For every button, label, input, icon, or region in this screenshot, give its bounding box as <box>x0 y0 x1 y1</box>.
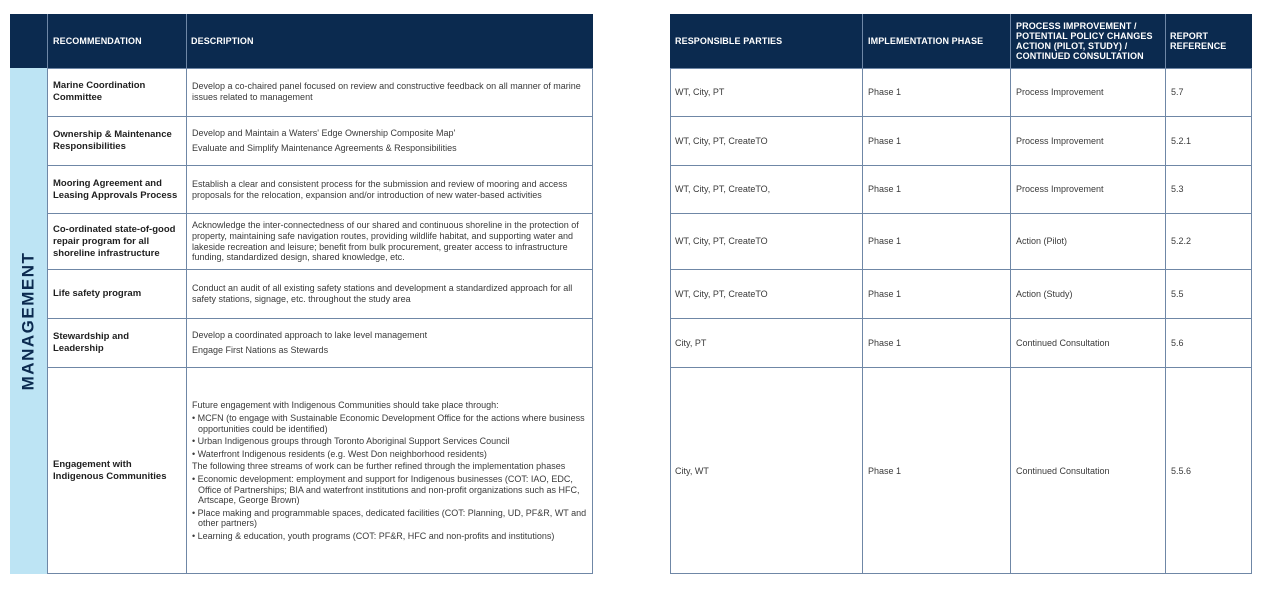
report-reference-cell: 5.5.6 <box>1171 465 1192 476</box>
description-cell: Develop and Maintain a Waters' Edge Ownership Composite Map' Evaluate and Simplify Maintenance Agreements & Responsibilities <box>192 128 457 153</box>
left-table-header <box>10 14 593 68</box>
action-type-cell: Process Improvement <box>1016 86 1104 97</box>
report-reference-cell: 5.3 <box>1171 184 1184 194</box>
recommendation-cell: Engagement with Indigenous Communities <box>53 459 167 482</box>
header-responsible-parties: RESPONSIBLE PARTIES <box>675 36 783 46</box>
recommendation-cell: Life safety program <box>53 288 142 299</box>
right-header-divider <box>1010 14 1011 68</box>
description-cell: Develop a co-chaired panel focused on review and constructive feedback on all manner of marine issues related to management <box>192 81 581 102</box>
header-implementation-phase: IMPLEMENTATION PHASE <box>868 36 984 46</box>
phase-cell: Phase 1 <box>868 288 902 299</box>
header-action-type: PROCESS IMPROVEMENT / POTENTIAL POLICY CHANGES ACTION (PILOT, STUDY) / CONTINUED CONSULTATION <box>1016 21 1153 61</box>
right-header-divider <box>862 14 863 68</box>
responsible-parties-cell: WT, City, PT <box>675 86 725 97</box>
description-cell: Conduct an audit of all existing safety stations and development a standardized approach for all safety stations, signage, etc. throughout the study area <box>192 283 573 304</box>
report-reference-cell: 5.7 <box>1171 86 1184 97</box>
report-reference-cell: 5.6 <box>1171 337 1184 348</box>
report-reference-cell: 5.2.2 <box>1171 236 1192 246</box>
description-cell: Future engagement with Indigenous Communities should take place through: • MCFN (to engage with Sustainable Economic Development Office for the actions where business opportunities could be identified) • Urban Indigenous groups through Toronto Aboriginal Support Services Council • Waterfront Indigenous residents (e.g. West Don neighborhood residents) The following three streams of work can be further refined through the implementation phases • Economic development: employment and support for Indigenous businesses (COT: IAO, EDC, Office of Partnerships; BIA and waterfront institutions and non-profit organizations such as HFC, Artscape, George Brown) • Place making and programmable spaces, dedicated facilities (COT: Planning, UD, PF&R, WT and other partners) • Learning & education, youth programs (COT: PF&R, HFC and non-profits and institutions) <box>192 400 587 541</box>
phase-cell: Phase 1 <box>868 465 902 476</box>
header-description: DESCRIPTION <box>191 36 254 46</box>
action-type-cell: Action (Pilot) <box>1016 236 1068 246</box>
left-header-divider-2 <box>186 14 187 68</box>
phase-cell: Phase 1 <box>868 184 902 194</box>
phase-cell: Phase 1 <box>868 236 902 246</box>
recommendation-cell: Mooring Agreement and Leasing Approvals Process <box>53 177 178 201</box>
recommendation-cell: Stewardship and Leadership <box>53 331 130 354</box>
recommendation-cell: Ownership & Maintenance Responsibilities <box>53 129 172 152</box>
phase-cell: Phase 1 <box>868 86 902 97</box>
action-type-cell: Continued Consultation <box>1016 465 1110 476</box>
phase-cell: Phase 1 <box>868 337 902 348</box>
action-type-cell: Continued Consultation <box>1016 337 1110 348</box>
responsible-parties-cell: WT, City, PT, CreateTO <box>675 288 768 299</box>
responsible-parties-cell: WT, City, PT, CreateTO <box>675 135 768 146</box>
action-type-cell: Process Improvement <box>1016 135 1104 146</box>
report-reference-cell: 5.5 <box>1171 288 1184 299</box>
responsible-parties-cell: WT, City, PT, CreateTO, <box>675 184 771 194</box>
action-type-cell: Action (Study) <box>1016 288 1073 299</box>
header-report-reference: REPORT REFERENCE <box>1170 31 1227 51</box>
management-band-label: MANAGEMENT <box>18 251 38 391</box>
report-reference-cell: 5.2.1 <box>1171 135 1192 146</box>
action-type-cell: Process Improvement <box>1016 184 1104 194</box>
responsible-parties-cell: City, PT <box>675 337 707 348</box>
description-cell: Acknowledge the inter-connectedness of our shared and continuous shoreline in the protection of property, maintaining safe navigation routes, providing wildlife habitat, and supporting water and lakeside recreation and leisure; benefit from bulk procurement, greater access to infrastructure funding, standardized design, shared knowledge, etc. <box>192 220 579 263</box>
description-cell: Establish a clear and consistent process for the submission and review of mooring and access proposals for the relocation, expansion and/or introduction of new water-based activities <box>192 178 568 200</box>
right-header-divider <box>1165 14 1166 68</box>
recommendation-cell: Marine Coordination Committee <box>53 80 146 103</box>
responsible-parties-cell: WT, City, PT, CreateTO <box>675 236 768 246</box>
description-cell: Develop a coordinated approach to lake level management Engage First Nations as Stewards <box>192 330 428 355</box>
left-header-divider-1 <box>47 14 48 68</box>
header-recommendation: RECOMMENDATION <box>53 36 142 46</box>
responsible-parties-cell: City, WT <box>675 465 709 476</box>
recommendation-cell: Co-ordinated state-of-good repair program for all shoreline infrastructure <box>53 223 176 259</box>
phase-cell: Phase 1 <box>868 135 902 146</box>
